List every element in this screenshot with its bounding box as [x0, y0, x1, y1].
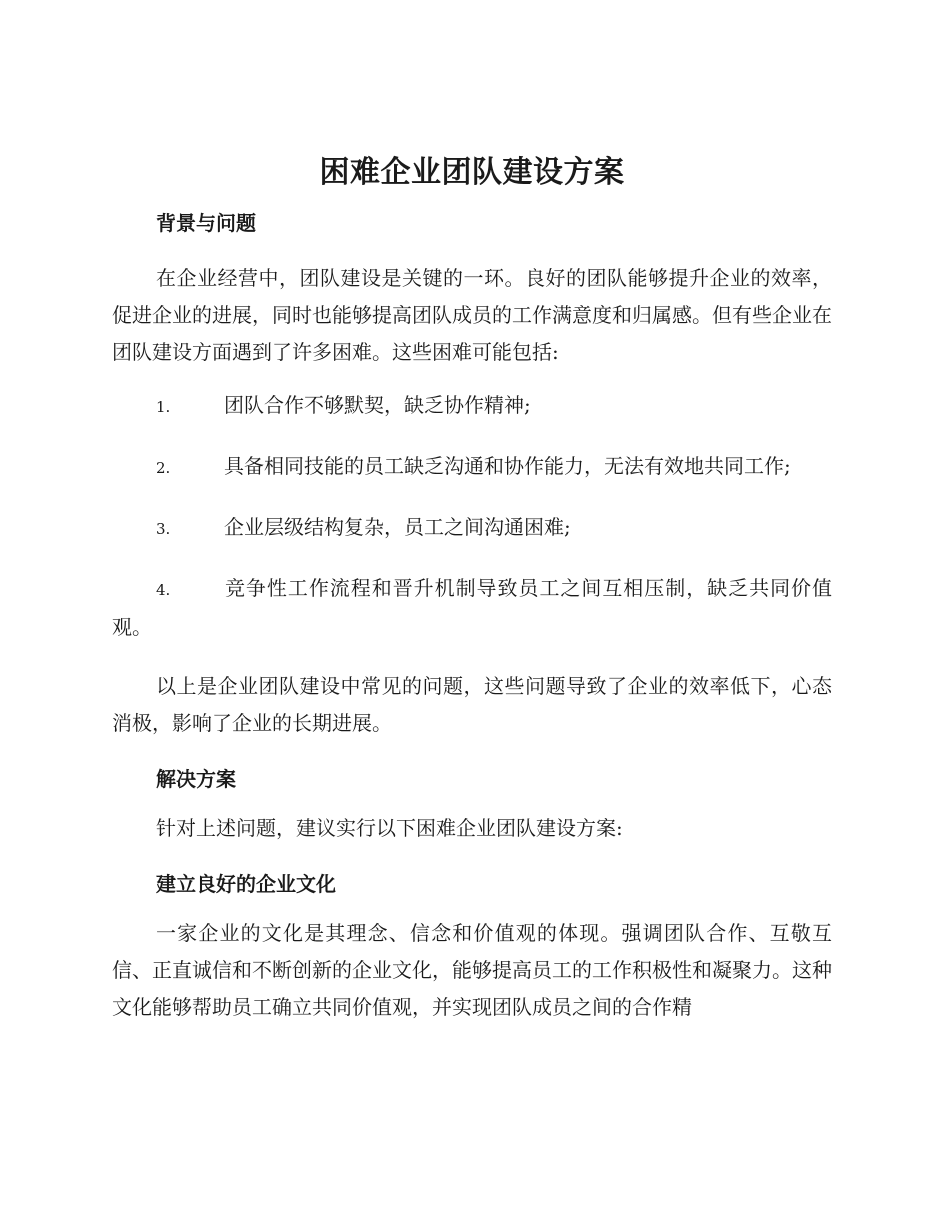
list-item — [112, 570, 832, 646]
list-item — [112, 448, 832, 487]
solution-paragraph: 针对上述问题，建议实行以下困难企业团队建设方案: — [156, 816, 623, 840]
list-item — [112, 387, 832, 426]
background-paragraph: 在企业经营中，团队建设是关键的一环。良好的团队能够提升企业的效率，促进企业的进展，同时也能够提高团队成员的工作满意度和归属感。但有些企业在团队建设方面遇到了许多困难。这些困难可能包括: — [112, 266, 832, 364]
section-heading-culture: 建立良好的企业文化 — [156, 872, 336, 896]
list-number: 2. — [156, 459, 171, 477]
section-heading-solution: 解决方案 — [156, 767, 236, 791]
list-number: 4. — [156, 581, 171, 599]
list-number: 1. — [156, 398, 171, 416]
list-text: 具备相同技能的员工缺乏沟通和协作能力，无法有效地共同工作; — [224, 454, 791, 478]
list-text: 团队合作不够默契，缺乏协作精神; — [224, 393, 531, 417]
document-page — [112, 150, 832, 1026]
summary-paragraph: 以上是企业团队建设中常见的问题，这些问题导致了企业的效率低下，心态消极，影响了企业的长期进展。 — [112, 674, 832, 735]
section-heading-background: 背景与问题 — [156, 211, 256, 235]
document-title: 困难企业团队建设方案 — [319, 155, 625, 190]
culture-paragraph: 一家企业的文化是其理念、信念和价值观的体现。强调团队合作、互敬互信、正直诚信和不断创新的企业文化，能够提高员工的工作积极性和凝聚力。这种文化能够帮助员工确立共同价值观，并实现团队成员之间的合作精 — [112, 921, 832, 1019]
list-item — [112, 509, 832, 548]
list-text: 竞争性工作流程和晋升机制导致员工之间互相压制，缺乏共同价值观。 — [112, 576, 832, 639]
list-text: 企业层级结构复杂，员工之间沟通困难; — [224, 515, 571, 539]
list-number: 3. — [156, 520, 171, 538]
